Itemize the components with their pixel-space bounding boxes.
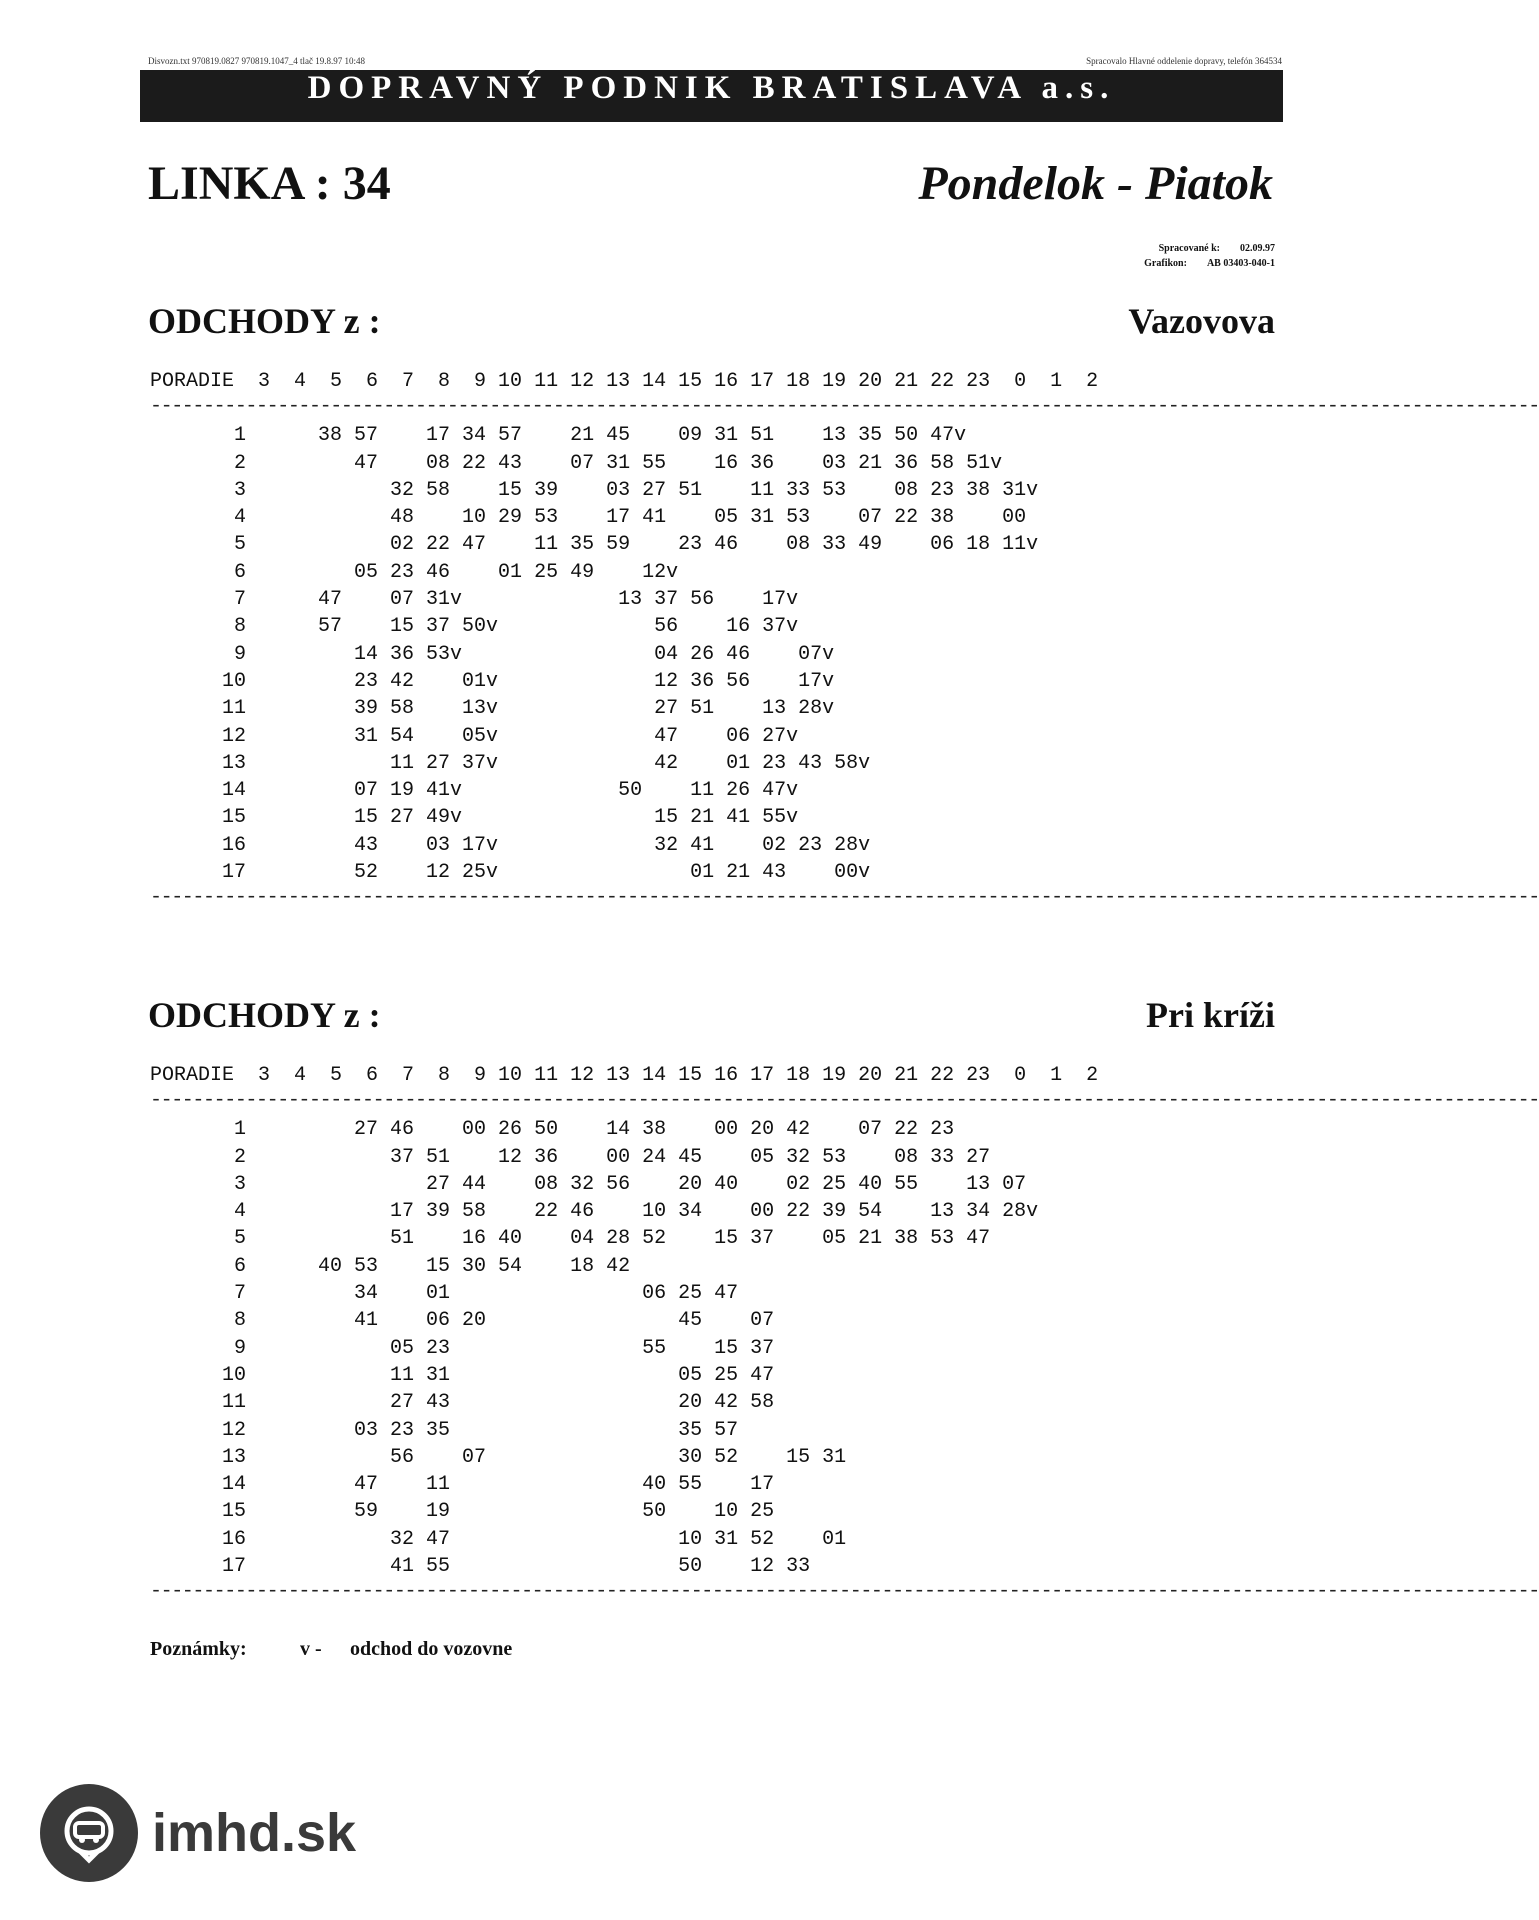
file-info: Disvozn.txt 970819.0827 970819.1047_4 tlač 19.8.97 10:48 (148, 56, 365, 66)
bus-pin-icon (40, 1784, 138, 1882)
separator: ----------------------------------------------------------------------------------------------------------------------------------- (150, 1580, 1539, 1604)
table-row: 13 11 27 37v 42 01 23 43 58v (150, 751, 871, 775)
table-row: 11 39 58 13v 27 51 13 28v (150, 697, 835, 721)
table-row: 12 31 54 05v 47 06 27v (150, 724, 799, 748)
notes-key: v - (300, 1638, 322, 1660)
table-row: 9 14 36 53v 04 26 46 07v (150, 642, 835, 666)
table-row: 3 27 44 08 32 56 20 40 02 25 40 55 13 07 (150, 1172, 1027, 1196)
meta-box (1144, 241, 1275, 271)
table-row: 17 52 12 25v 01 21 43 00v (150, 861, 871, 885)
table-row: 17 41 55 50 12 33 (150, 1555, 811, 1579)
table-row: 7 34 01 06 25 47 (150, 1282, 739, 1306)
table-row: 6 40 53 15 30 54 18 42 (150, 1254, 631, 1278)
table-row: 8 57 15 37 50v 56 16 37v (150, 615, 799, 639)
timetable-header: PORADIE 3 4 5 6 7 8 9 10 11 12 13 14 15 16 17 18 19 20 21 22 23 0 1 2 (150, 1064, 1099, 1087)
table-row: 9 05 23 55 15 37 (150, 1336, 775, 1360)
separator: ----------------------------------------------------------------------------------------------------------------------------------- (150, 886, 1539, 910)
departures-stop: Pri kríži (1146, 995, 1275, 1035)
grafikon-label: Grafikon: (1144, 258, 1187, 269)
table-row: 11 27 43 20 42 58 (150, 1391, 775, 1415)
table-row: 4 17 39 58 22 46 10 34 00 22 39 54 13 34 28v (150, 1200, 1039, 1224)
company-banner: DOPRAVNÝ PODNIK BRATISLAVA a.s. (140, 70, 1283, 122)
table-row: 12 03 23 35 35 57 (150, 1418, 739, 1442)
notes-value: odchod do vozovne (350, 1638, 513, 1660)
timetable-rows (150, 1116, 1275, 1580)
service-days: Pondelok - Piatok (918, 157, 1273, 210)
table-row: 16 32 47 10 31 52 01 (150, 1527, 847, 1551)
table-row: 8 41 06 20 45 07 (150, 1309, 775, 1333)
grafikon-value: AB 03403-040-1 (1206, 258, 1275, 269)
table-row: 15 15 27 49v 15 21 41 55v (150, 806, 799, 830)
table-row: 16 43 03 17v 32 41 02 23 28v (150, 833, 871, 857)
notes (150, 1638, 512, 1661)
timetable-rows (150, 422, 1275, 886)
timetable-header: PORADIE 3 4 5 6 7 8 9 10 11 12 13 14 15 16 17 18 19 20 21 22 23 0 1 2 (150, 370, 1099, 393)
table-row: 5 02 22 47 11 35 59 23 46 08 33 49 06 18 11v (150, 533, 1039, 557)
processed-label: Spracované k: (1158, 243, 1220, 254)
logo-text: imhd.sk (152, 1803, 357, 1863)
table-row: 10 11 31 05 25 47 (150, 1363, 775, 1387)
table-row: 7 47 07 31v 13 37 56 17v (150, 588, 799, 612)
timetable-pri-krizi (150, 1062, 1539, 1607)
notes-label: Poznámky: (150, 1638, 247, 1660)
table-row: 4 48 10 29 53 17 41 05 31 53 07 22 38 00 (150, 506, 1027, 530)
table-row: 14 07 19 41v 50 11 26 47v (150, 779, 799, 803)
table-row: 6 05 23 46 01 25 49 12v (150, 560, 679, 584)
table-row: 3 32 58 15 39 03 27 51 11 33 53 08 23 38 31v (150, 478, 1039, 502)
table-row: 10 23 42 01v 12 36 56 17v (150, 669, 835, 693)
table-row: 1 38 57 17 34 57 21 45 09 31 51 13 35 50 47v (150, 424, 967, 448)
separator: ----------------------------------------------------------------------------------------------------------------------------------- (150, 1089, 1539, 1113)
table-row: 14 47 11 40 55 17 (150, 1473, 775, 1497)
table-row: 1 27 46 00 26 50 14 38 00 20 42 07 22 23 (150, 1118, 955, 1142)
table-row: 15 59 19 50 10 25 (150, 1500, 775, 1524)
departures-title: ODCHODY z : (148, 301, 381, 341)
processed-by: Spracovalo Hlavné oddelenie dopravy, telefón 364534 (1086, 56, 1282, 66)
table-row: 2 47 08 22 43 07 31 55 16 36 03 21 36 58 51v (150, 451, 1003, 475)
table-row: 13 56 07 30 52 15 31 (150, 1445, 847, 1469)
table-row: 2 37 51 12 36 00 24 45 05 32 53 08 33 27 (150, 1145, 991, 1169)
imhd-logo (40, 1784, 356, 1882)
processed-date: 02.09.97 (1240, 243, 1275, 254)
departures-stop: Vazovova (1128, 301, 1275, 341)
timetable-vazovova (150, 368, 1539, 913)
departures-title: ODCHODY z : (148, 995, 381, 1035)
line-title: LINKA : 34 (148, 157, 391, 210)
separator: ----------------------------------------------------------------------------------------------------------------------------------- (150, 395, 1539, 419)
table-row: 5 51 16 40 04 28 52 15 37 05 21 38 53 47 (150, 1227, 991, 1251)
